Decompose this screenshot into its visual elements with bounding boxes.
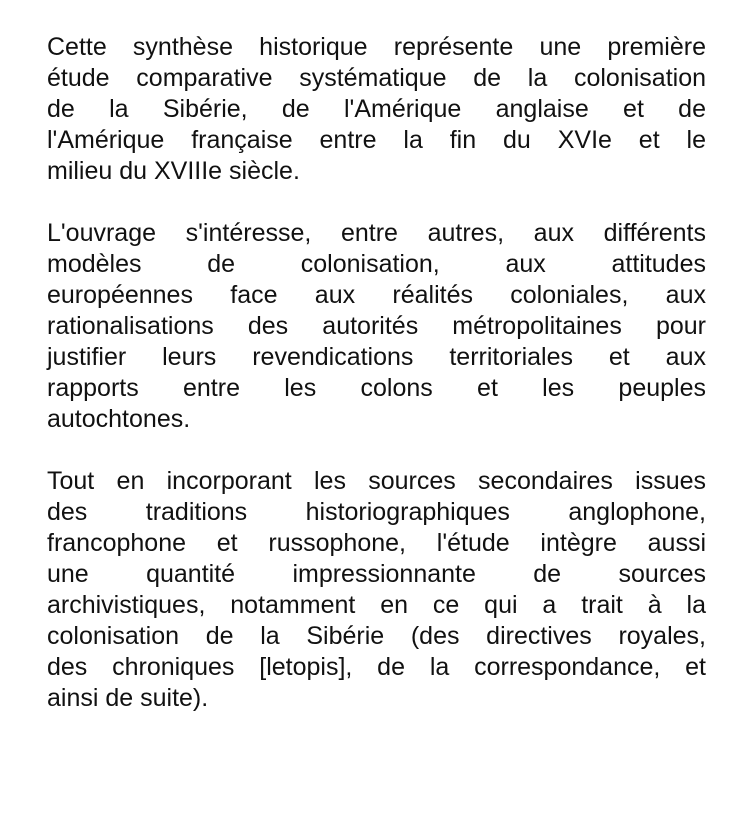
text-line: l'Amérique française entre la fin du XVIe et le	[47, 126, 706, 154]
paragraph	[47, 466, 706, 714]
text-line: milieu du XVIIIe siècle.	[47, 157, 300, 185]
text-line: de la Sibérie, de l'Amérique anglaise et de	[47, 95, 706, 123]
text-line: modèles de colonisation, aux attitudes	[47, 250, 706, 278]
text-line: ainsi de suite).	[47, 684, 209, 712]
text-line: des chroniques [letopis], de la correspondance, et	[47, 653, 706, 681]
text-line: rationalisations des autorités métropolitaines pour	[47, 312, 706, 340]
text-line: une quantité impressionnante de sources	[47, 560, 706, 588]
text-line: Cette synthèse historique représente une première	[47, 33, 706, 61]
text-line: Tout en incorporant les sources secondaires issues	[47, 467, 706, 495]
text-line: européennes face aux réalités coloniales, aux	[47, 281, 706, 309]
document-body	[47, 32, 706, 745]
text-line: étude comparative systématique de la colonisation	[47, 64, 706, 92]
text-line: archivistiques, notamment en ce qui a trait à la	[47, 591, 706, 619]
paragraph	[47, 218, 706, 435]
text-line: L'ouvrage s'intéresse, entre autres, aux différents	[47, 219, 706, 247]
text-line: rapports entre les colons et les peuples	[47, 374, 706, 402]
text-line: colonisation de la Sibérie (des directives royales,	[47, 622, 706, 650]
text-line: justifier leurs revendications territoriales et aux	[47, 343, 706, 371]
text-line: francophone et russophone, l'étude intègre aussi	[47, 529, 706, 557]
paragraph	[47, 32, 706, 187]
text-line: autochtones.	[47, 405, 191, 433]
text-line: des traditions historiographiques anglophone,	[47, 498, 706, 526]
